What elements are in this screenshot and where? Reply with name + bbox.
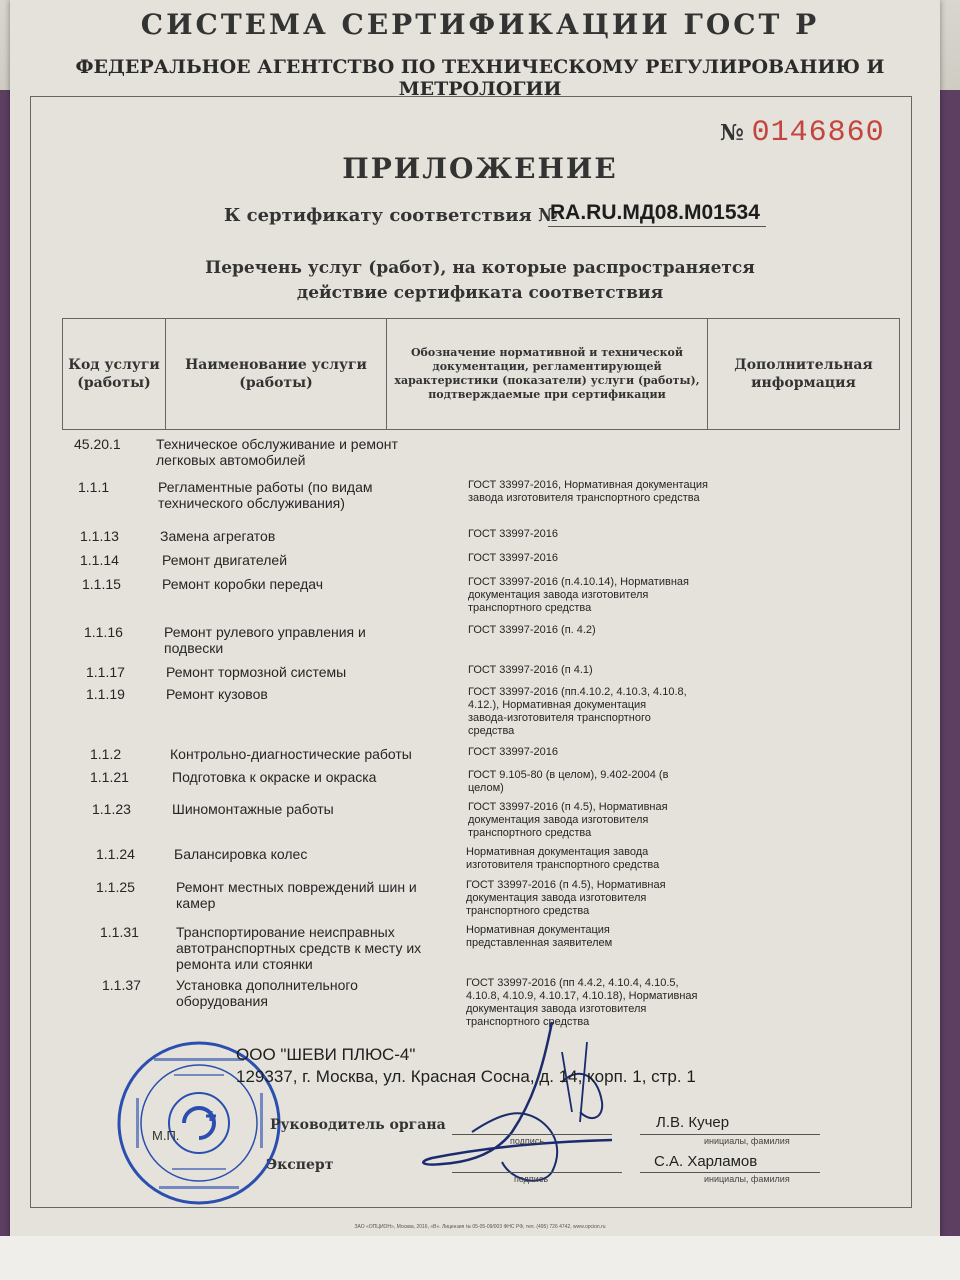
row-name: Регламентные работы (по видам технического обслуживания) <box>158 479 373 511</box>
document-title: ПРИЛОЖЕНИЕ <box>342 152 618 185</box>
row-doc: ГОСТ 33997-2016 <box>468 746 558 758</box>
expert-name-caption: инициалы, фамилия <box>704 1174 790 1184</box>
row-name: Транспортирование неисправных автотранспортных средств к месту их ремонта или стоянки <box>176 924 422 972</box>
subtitle-line-1: Перечень услуг (работ), на которые распространяется <box>205 258 755 278</box>
row-code: 1.1.1 <box>78 479 110 495</box>
company-block <box>236 1044 696 1088</box>
row-doc: ГОСТ 33997-2016 (пп.4.10.2, 4.10.3, 4.10.8, 4.12.), Нормативная документация завода-изготовителя транспортного средства <box>468 686 687 737</box>
row-doc: ГОСТ 33997-2016 (п 4.5), Нормативная документация завода изготовителя транспортного средства <box>468 801 668 839</box>
printer-footer: ЗАО «ОПЦИОН», Москва, 2016, «В». Лицензия № 05-05-09/003 ФНС РФ, тел. (495) 726 4742, www.opcion.ru <box>354 1224 606 1230</box>
serial-label: № <box>720 120 744 146</box>
agency-header: ФЕДЕРАЛЬНОЕ АГЕНТСТВО ПО ТЕХНИЧЕСКОМУ РЕГУЛИРОВАНИЮ И МЕТРОЛОГИИ <box>75 56 885 100</box>
head-name: Л.В. Кучер <box>656 1114 730 1131</box>
row-code: 1.1.37 <box>102 977 141 993</box>
row-name: Ремонт местных повреждений шин и камер <box>176 879 417 911</box>
row-doc: ГОСТ 33997-2016 <box>468 552 558 564</box>
company-address: 129337, г. Москва, ул. Красная Сосна, д. 14, корп. 1, стр. 1 <box>236 1067 696 1086</box>
expert-name: С.А. Харламов <box>654 1153 758 1170</box>
system-header: СИСТЕМА СЕРТИФИКАЦИИ ГОСТ Р <box>140 8 820 41</box>
row-code: 1.1.15 <box>82 576 121 592</box>
row-name: Балансировка колес <box>174 846 308 862</box>
row-name: Техническое обслуживание и ремонт легковых автомобилей <box>156 436 398 468</box>
header-doc: Обозначение нормативной и технической документации, регламентирующей характеристики (показатели) услуги (работы), подтверждаемые при сертификации <box>387 319 708 430</box>
row-doc: ГОСТ 33997-2016 (п 4.5), Нормативная документация завода изготовителя транспортного средства <box>466 879 666 917</box>
head-name-caption: инициалы, фамилия <box>704 1136 790 1146</box>
head-signature-line <box>452 1134 612 1135</box>
row-doc: ГОСТ 33997-2016 (п. 4.2) <box>468 624 596 636</box>
row-name: Ремонт коробки передач <box>162 576 324 592</box>
signature-scrawl <box>412 1012 642 1192</box>
expert-signature-caption: подпись <box>514 1174 549 1184</box>
row-code: 1.1.17 <box>86 664 125 680</box>
row-code: 1.1.19 <box>86 686 125 702</box>
row-code: 1.1.14 <box>80 552 119 568</box>
row-doc: ГОСТ 9.105-80 (в целом), 9.402-2004 (в целом) <box>468 769 669 794</box>
expert-label: Эксперт <box>266 1157 334 1173</box>
subtitle-line-2: действие сертификата соответствия <box>296 283 664 303</box>
row-name: Шиномонтажные работы <box>172 801 334 817</box>
row-code: 1.1.24 <box>96 846 135 862</box>
row-code: 1.1.2 <box>90 746 122 762</box>
row-name: Ремонт двигателей <box>162 552 288 568</box>
row-name: Ремонт кузовов <box>166 686 268 702</box>
header-name: Наименование услуги (работы) <box>166 319 387 430</box>
row-doc: Нормативная документация завода изготовителя транспортного средства <box>466 846 660 871</box>
row-name: Подготовка к окраске и окраска <box>172 769 377 785</box>
row-code: 1.1.25 <box>96 879 135 895</box>
expert-name-line <box>640 1172 820 1173</box>
company-name: ООО "ШЕВИ ПЛЮС-4" <box>236 1045 416 1064</box>
row-name: Ремонт тормозной системы <box>166 664 347 680</box>
header-code: Код услуги (работы) <box>63 319 166 430</box>
row-doc: ГОСТ 33997-2016 (пп 4.4.2, 4.10.4, 4.10.5, 4.10.8, 4.10.9, 4.10.17, 4.10.18), Нормативная документация завода изготовителя транспортного средства <box>466 977 698 1028</box>
row-doc: ГОСТ 33997-2016 (п.4.10.14), Нормативная документация завода изготовителя транспортного средства <box>468 576 689 614</box>
row-code: 1.1.23 <box>92 801 131 817</box>
certificate-label: К сертификату соответствия № <box>224 205 558 226</box>
row-name: Ремонт рулевого управления и подвески <box>164 624 366 656</box>
row-doc: ГОСТ 33997-2016, Нормативная документация завода изготовителя транспортного средства <box>468 479 708 504</box>
serial-value: 0146860 <box>751 116 885 150</box>
row-code: 1.1.13 <box>80 528 119 544</box>
row-doc: Нормативная документация представленная заявителем <box>466 924 613 949</box>
row-doc: ГОСТ 33997-2016 <box>468 528 558 540</box>
row-name: Замена агрегатов <box>160 528 276 544</box>
row-code: 1.1.21 <box>90 769 129 785</box>
head-label: Руководитель органа <box>270 1117 446 1133</box>
stamp-place: М.П. <box>152 1128 180 1143</box>
expert-signature-line <box>452 1172 622 1173</box>
row-name: Контрольно-диагностические работы <box>170 746 412 762</box>
row-code: 1.1.16 <box>84 624 123 640</box>
row-doc: ГОСТ 33997-2016 (п 4.1) <box>468 664 593 676</box>
row-code: 1.1.31 <box>100 924 139 940</box>
row-code: 45.20.1 <box>74 436 121 452</box>
row-name: Установка дополнительного оборудования <box>176 977 358 1009</box>
certificate-number: RA.RU.МД08.М01534 <box>548 201 766 227</box>
head-signature-caption: подпись <box>510 1136 545 1146</box>
head-name-line <box>640 1134 820 1135</box>
header-info: Дополнительная информация <box>708 319 900 430</box>
